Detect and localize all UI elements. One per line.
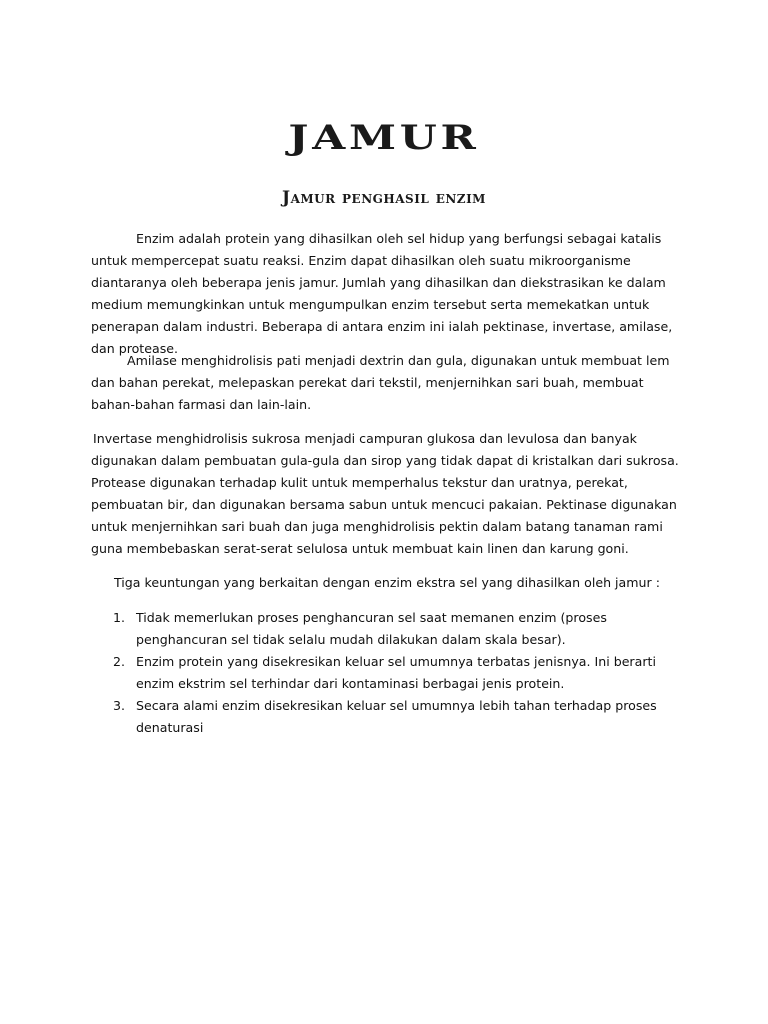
list-item-number: 2. <box>113 654 126 669</box>
advantages-list <box>91 607 691 739</box>
list-item <box>91 651 691 695</box>
document-subtitle: Jamur penghasil enzim <box>282 188 486 208</box>
list-item-text: Secara alami enzim disekresikan keluar sel umumnya lebih tahan terhadap proses denaturasi <box>136 698 657 735</box>
list-item-number: 3. <box>113 698 126 713</box>
list-item-text: Enzim protein yang disekresikan keluar sel umumnya terbatas jenisnya. Ini berarti enzim ekstrim sel terhindar dari kontaminasi berbagai jenis protein. <box>136 654 656 691</box>
list-item-number: 1. <box>113 610 126 625</box>
paragraph-list-intro: Tiga keuntungan yang berkaitan dengan enzim ekstra sel yang dihasilkan oleh jamur : <box>114 575 660 590</box>
paragraph-enzim-intro: Enzim adalah protein yang dihasilkan oleh sel hidup yang berfungsi sebagai katalis untuk mempercepat suatu reaksi. Enzim dapat dihasilkan oleh suatu mikroorganisme diantaranya oleh beberapa jenis jamur. Jumlah yang dihasilkan dan diekstrasikan ke dalam medium memungkinkan untuk mengumpulkan enzim tersebut serta memekatkan untuk penerapan dalam industri. Beberapa di antara enzim ini ialah pektinase, invertase, amilase, dan protease. <box>91 231 673 356</box>
list-item-text: Tidak memerlukan proses penghancuran sel saat memanen enzim (proses penghancuran sel tidak selalu mudah dilakukan dalam skala besar). <box>136 610 607 647</box>
list-item <box>91 695 691 739</box>
paragraph-amilase: Amilase menghidrolisis pati menjadi dextrin dan gula, digunakan untuk membuat lem dan bahan perekat, melepaskan perekat dari tekstil, menjernihkan sari buah, membuat bahan-bahan farmasi dan lain-lain. <box>91 353 670 412</box>
paragraph-invertase-protease-pektinase: Invertase menghidrolisis sukrosa menjadi campuran glukosa dan levulosa dan banyak digunakan dalam pembuatan gula-gula dan sirop yang tidak dapat di kristalkan dari sukrosa. Protease digunakan terhadap kulit untuk memperhalus tekstur dan uratnya, perekat, pembuatan bir, dan digunakan bersama sabun untuk mencuci pakaian. Pektinase digunakan untuk menjernihkan sari buah dan juga menghidrolisis pektin dalam batang tanaman rami guna membebaskan serat-serat selulosa untuk membuat kain linen dan karung goni. <box>91 431 679 556</box>
document-title: JAMUR <box>288 118 480 158</box>
list-item <box>91 607 691 651</box>
